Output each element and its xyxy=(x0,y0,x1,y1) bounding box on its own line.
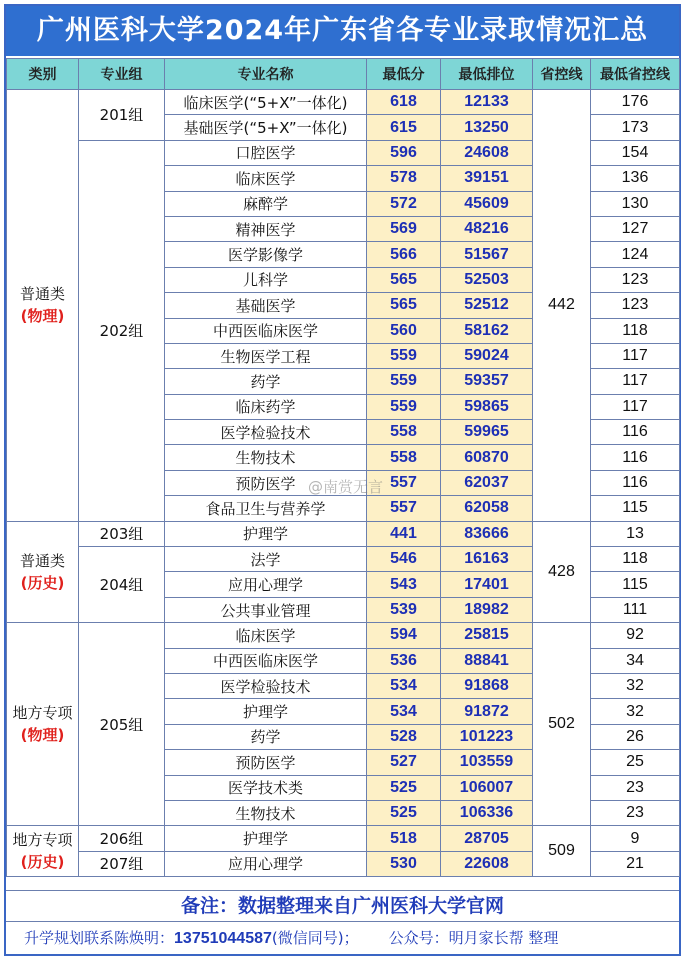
table-row xyxy=(7,521,680,546)
major-cell: 基础医学(“5+X”一体化) xyxy=(165,115,367,140)
major-cell: 护理学 xyxy=(165,521,367,546)
min-score-cell: 525 xyxy=(367,800,441,825)
min-score-cell: 536 xyxy=(367,648,441,673)
min-score-cell: 530 xyxy=(367,851,441,876)
min-score-cell: 534 xyxy=(367,673,441,698)
min-score-cell: 557 xyxy=(367,470,441,495)
contact-phone: 13751044587 xyxy=(174,930,272,947)
control-line-cell: 428 xyxy=(533,521,591,623)
min-rank-cell: 28705 xyxy=(441,826,533,851)
above-control-cell: 118 xyxy=(591,547,680,572)
admission-table xyxy=(6,58,680,877)
min-rank-cell: 52503 xyxy=(441,267,533,292)
min-rank-cell: 16163 xyxy=(441,547,533,572)
min-rank-cell: 59357 xyxy=(441,369,533,394)
min-rank-cell: 12133 xyxy=(441,90,533,115)
above-control-cell: 26 xyxy=(591,724,680,749)
above-control-cell: 32 xyxy=(591,699,680,724)
min-rank-cell: 22608 xyxy=(441,851,533,876)
document-frame xyxy=(4,4,681,956)
major-cell: 预防医学 xyxy=(165,750,367,775)
header-min-rank: 最低排位 xyxy=(441,59,533,90)
min-score-cell: 543 xyxy=(367,572,441,597)
min-score-cell: 572 xyxy=(367,191,441,216)
min-score-cell: 558 xyxy=(367,420,441,445)
min-rank-cell: 91872 xyxy=(441,699,533,724)
contact-suffix: (微信同号)； xyxy=(271,929,359,947)
header-category: 类别 xyxy=(7,59,79,90)
category-cell xyxy=(7,90,79,522)
header-control-line: 省控线 xyxy=(533,59,591,90)
major-cell: 护理学 xyxy=(165,826,367,851)
min-rank-cell: 62037 xyxy=(441,470,533,495)
above-control-cell: 118 xyxy=(591,318,680,343)
min-score-cell: 525 xyxy=(367,775,441,800)
above-control-cell: 136 xyxy=(591,166,680,191)
min-score-cell: 596 xyxy=(367,140,441,165)
major-cell: 医学检验技术 xyxy=(165,420,367,445)
category-name: 地方专项 xyxy=(12,704,73,723)
above-control-cell: 116 xyxy=(591,445,680,470)
above-control-cell: 117 xyxy=(591,369,680,394)
min-rank-cell: 18982 xyxy=(441,597,533,622)
major-cell: 药学 xyxy=(165,369,367,394)
control-line-cell: 502 xyxy=(533,623,591,826)
table-body xyxy=(7,90,680,877)
major-cell: 中西医临床医学 xyxy=(165,318,367,343)
major-cell: 法学 xyxy=(165,547,367,572)
min-score-cell: 594 xyxy=(367,623,441,648)
above-control-cell: 23 xyxy=(591,800,680,825)
above-control-cell: 92 xyxy=(591,623,680,648)
group-cell: 206组 xyxy=(79,826,165,851)
major-cell: 儿科学 xyxy=(165,267,367,292)
min-rank-cell: 45609 xyxy=(441,191,533,216)
min-rank-cell: 62058 xyxy=(441,496,533,521)
min-score-cell: 560 xyxy=(367,318,441,343)
public-account: 公众号：明月家长帮 整理 xyxy=(388,929,559,947)
min-score-cell: 566 xyxy=(367,242,441,267)
major-cell: 精神医学 xyxy=(165,216,367,241)
category-name: 普通类 xyxy=(19,285,65,304)
major-cell: 公共事业管理 xyxy=(165,597,367,622)
control-line-cell: 509 xyxy=(533,826,591,877)
header-min-score: 最低分 xyxy=(367,59,441,90)
above-control-cell: 34 xyxy=(591,648,680,673)
major-cell: 临床医学(“5+X”一体化) xyxy=(165,90,367,115)
major-cell: 生物技术 xyxy=(165,800,367,825)
footer-contact xyxy=(6,921,679,954)
above-control-cell: 115 xyxy=(591,572,680,597)
min-score-cell: 527 xyxy=(367,750,441,775)
above-control-cell: 127 xyxy=(591,216,680,241)
category-name: 地方专项 xyxy=(12,831,73,850)
above-control-cell: 23 xyxy=(591,775,680,800)
above-control-cell: 176 xyxy=(591,90,680,115)
min-rank-cell: 59024 xyxy=(441,343,533,368)
group-cell: 205组 xyxy=(79,623,165,826)
table-header-row xyxy=(7,59,680,90)
category-subject: (历史) xyxy=(20,853,65,872)
min-rank-cell: 59965 xyxy=(441,420,533,445)
min-score-cell: 618 xyxy=(367,90,441,115)
header-major: 专业名称 xyxy=(165,59,367,90)
watermark: @南赏无言 xyxy=(308,478,384,496)
category-cell xyxy=(7,521,79,623)
min-rank-cell: 88841 xyxy=(441,648,533,673)
contact-label: 升学规划联系陈焕明： xyxy=(24,929,175,947)
min-score-cell: 539 xyxy=(367,597,441,622)
min-score-cell: 557 xyxy=(367,496,441,521)
min-rank-cell: 51567 xyxy=(441,242,533,267)
group-cell: 204组 xyxy=(79,547,165,623)
above-control-cell: 130 xyxy=(591,191,680,216)
category-name: 普通类 xyxy=(19,551,65,570)
above-control-cell: 32 xyxy=(591,673,680,698)
footer-note: 备注：数据整理来自广州医科大学官网 xyxy=(6,890,679,921)
major-cell: 护理学 xyxy=(165,699,367,724)
min-score-cell: 558 xyxy=(367,445,441,470)
major-cell: 预防医学 xyxy=(165,470,367,495)
above-control-cell: 25 xyxy=(591,750,680,775)
min-score-cell: 528 xyxy=(367,724,441,749)
above-control-cell: 173 xyxy=(591,115,680,140)
min-rank-cell: 48216 xyxy=(441,216,533,241)
major-cell: 生物技术 xyxy=(165,445,367,470)
category-subject: (历史) xyxy=(20,573,65,592)
min-score-cell: 615 xyxy=(367,115,441,140)
major-cell: 临床药学 xyxy=(165,394,367,419)
min-score-cell: 534 xyxy=(367,699,441,724)
above-control-cell: 115 xyxy=(591,496,680,521)
category-subject: (物理) xyxy=(20,307,65,326)
major-cell: 医学影像学 xyxy=(165,242,367,267)
min-rank-cell: 83666 xyxy=(441,521,533,546)
major-cell: 麻醉学 xyxy=(165,191,367,216)
above-control-cell: 116 xyxy=(591,420,680,445)
major-cell: 生物医学工程 xyxy=(165,343,367,368)
min-rank-cell: 24608 xyxy=(441,140,533,165)
major-cell: 应用心理学 xyxy=(165,851,367,876)
control-line-cell: 442 xyxy=(533,90,591,522)
table-row xyxy=(7,623,680,648)
min-rank-cell: 52512 xyxy=(441,293,533,318)
min-score-cell: 546 xyxy=(367,547,441,572)
major-cell: 中西医临床医学 xyxy=(165,648,367,673)
min-score-cell: 559 xyxy=(367,343,441,368)
group-cell: 203组 xyxy=(79,521,165,546)
above-control-cell: 117 xyxy=(591,343,680,368)
category-cell xyxy=(7,826,79,877)
min-score-cell: 578 xyxy=(367,166,441,191)
min-score-cell: 569 xyxy=(367,216,441,241)
min-score-cell: 565 xyxy=(367,267,441,292)
above-control-cell: 117 xyxy=(591,394,680,419)
min-rank-cell: 106336 xyxy=(441,800,533,825)
min-rank-cell: 103559 xyxy=(441,750,533,775)
above-control-cell: 116 xyxy=(591,470,680,495)
major-cell: 食品卫生与营养学 xyxy=(165,496,367,521)
group-cell: 201组 xyxy=(79,90,165,141)
min-rank-cell: 59865 xyxy=(441,394,533,419)
above-control-cell: 111 xyxy=(591,597,680,622)
min-rank-cell: 17401 xyxy=(441,572,533,597)
major-cell: 应用心理学 xyxy=(165,572,367,597)
major-cell: 医学技术类 xyxy=(165,775,367,800)
min-score-cell: 559 xyxy=(367,369,441,394)
min-rank-cell: 13250 xyxy=(441,115,533,140)
major-cell: 药学 xyxy=(165,724,367,749)
above-control-cell: 21 xyxy=(591,851,680,876)
min-score-cell: 565 xyxy=(367,293,441,318)
min-rank-cell: 106007 xyxy=(441,775,533,800)
header-group: 专业组 xyxy=(79,59,165,90)
above-control-cell: 154 xyxy=(591,140,680,165)
min-rank-cell: 39151 xyxy=(441,166,533,191)
min-rank-cell: 60870 xyxy=(441,445,533,470)
major-cell: 医学检验技术 xyxy=(165,673,367,698)
major-cell: 临床医学 xyxy=(165,623,367,648)
header-above-control: 最低省控线 xyxy=(591,59,680,90)
table-row xyxy=(7,90,680,115)
major-cell: 临床医学 xyxy=(165,166,367,191)
above-control-cell: 123 xyxy=(591,267,680,292)
major-cell: 口腔医学 xyxy=(165,140,367,165)
table-row xyxy=(7,826,680,851)
min-rank-cell: 58162 xyxy=(441,318,533,343)
min-score-cell: 441 xyxy=(367,521,441,546)
above-control-cell: 123 xyxy=(591,293,680,318)
category-cell xyxy=(7,623,79,826)
above-control-cell: 13 xyxy=(591,521,680,546)
group-cell: 202组 xyxy=(79,140,165,521)
above-control-cell: 124 xyxy=(591,242,680,267)
min-rank-cell: 25815 xyxy=(441,623,533,648)
min-rank-cell: 101223 xyxy=(441,724,533,749)
group-cell: 207组 xyxy=(79,851,165,876)
min-rank-cell: 91868 xyxy=(441,673,533,698)
page-title: 广州医科大学2024年广东省各专业录取情况汇总 xyxy=(6,6,679,56)
min-score-cell: 559 xyxy=(367,394,441,419)
min-score-cell: 518 xyxy=(367,826,441,851)
category-subject: (物理) xyxy=(20,726,65,745)
major-cell: 基础医学 xyxy=(165,293,367,318)
above-control-cell: 9 xyxy=(591,826,680,851)
